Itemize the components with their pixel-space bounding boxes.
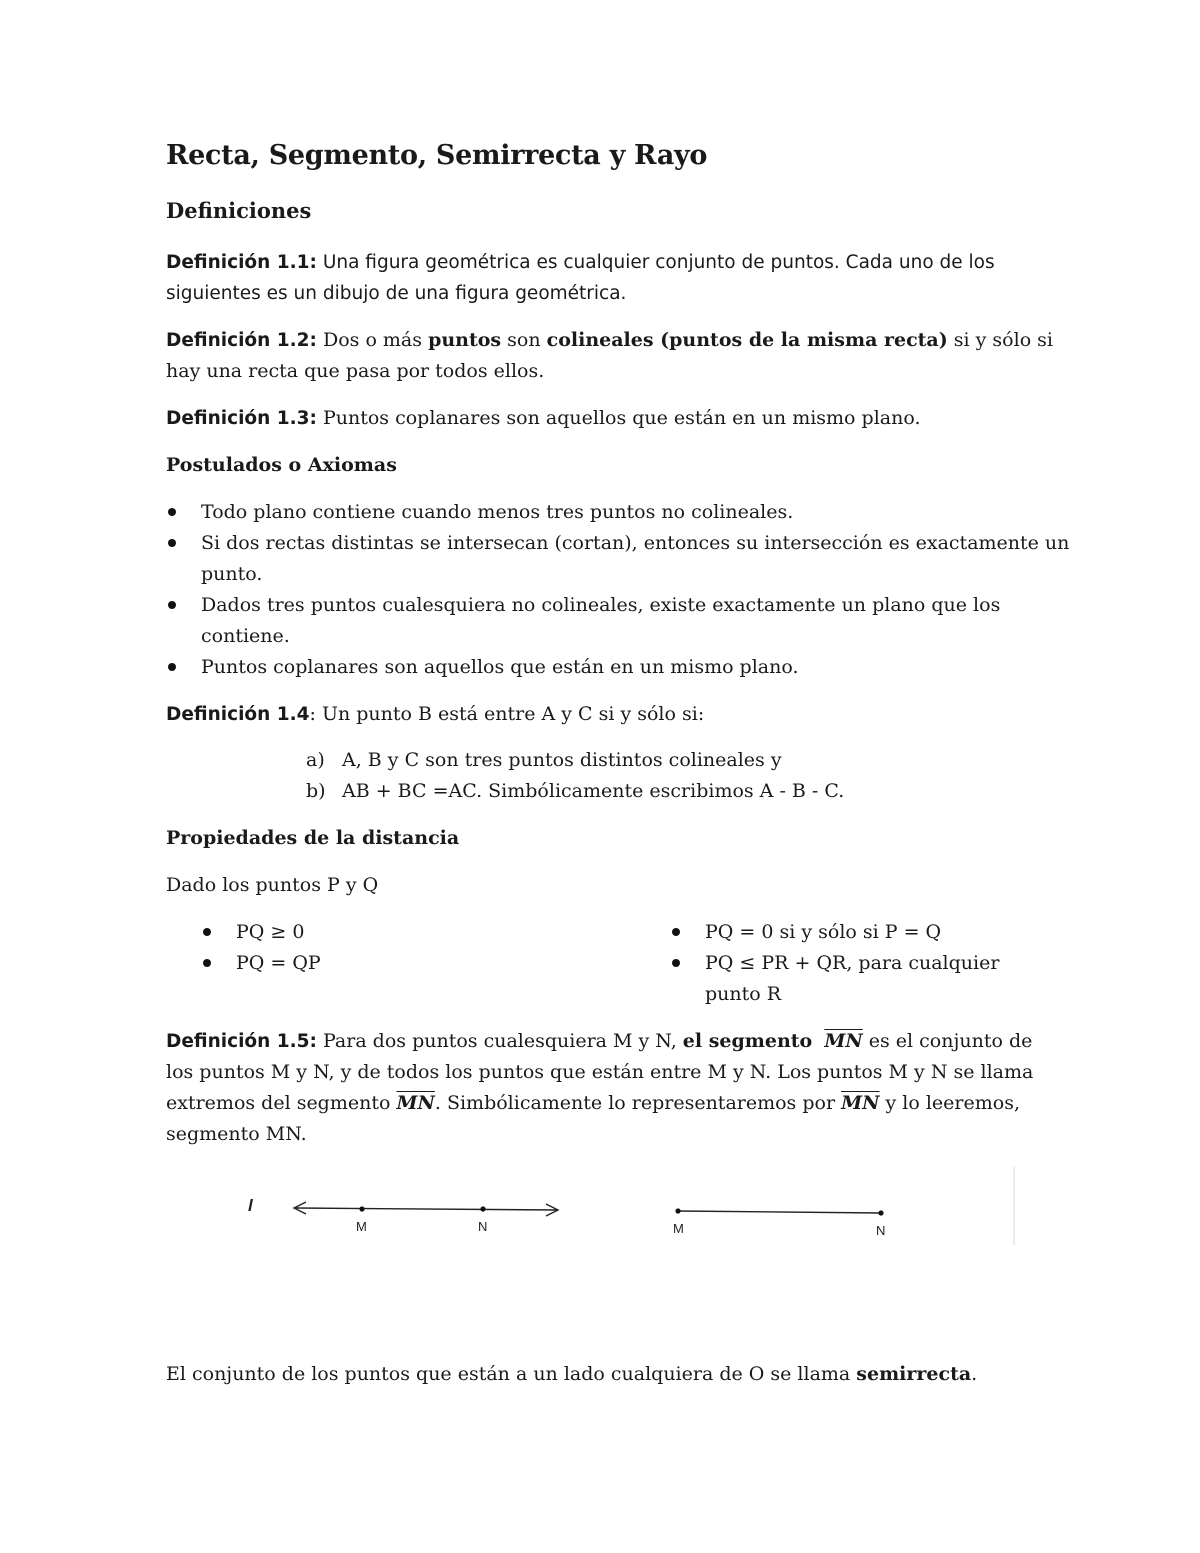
postulado-item-1: Todo plano contiene cuando menos tres puntos no colineales. xyxy=(201,501,794,523)
bullet-dot xyxy=(168,508,176,516)
def14-line xyxy=(166,699,1046,730)
def15-line3 xyxy=(166,1088,1046,1119)
postulado-item-2-cont: punto. xyxy=(201,563,263,585)
def13-label: Definición 1.3: xyxy=(166,408,317,429)
def14-item-b: AB + BC =AC. Simbólicamente escribimos A - B - C. xyxy=(342,780,845,802)
prop-right-2: PQ ≤ PR + QR, para cualquier xyxy=(705,952,1000,974)
def13-text: Puntos coplanares son aquellos que están en un mismo plano. xyxy=(316,407,921,429)
bullet-dot xyxy=(203,928,211,936)
def14-item-a: A, B y C son tres puntos distintos colineales y xyxy=(342,749,782,771)
def14-marker-a: a) xyxy=(306,749,325,771)
def12-line2: hay una recta que pasa por todos ellos. xyxy=(166,360,545,382)
postulados-heading-text: Postulados o Axiomas xyxy=(166,454,397,476)
postulado-item-2: Si dos rectas distintas se intersecan (cortan), entonces su intersección es exactamente un xyxy=(201,532,1070,554)
def14-text: : Un punto B está entre A y C si y sólo si: xyxy=(309,703,705,725)
def15-t2: es el conjunto de xyxy=(862,1030,1033,1052)
line-segment-figure xyxy=(170,1165,1020,1250)
section-heading: Definiciones xyxy=(166,198,312,223)
bullet-dot xyxy=(203,959,211,967)
line-point-n-label: N xyxy=(478,1219,488,1234)
segment-notation: $\overline{MN}$ xyxy=(396,1092,435,1114)
prop-left-1: PQ ≥ 0 xyxy=(236,921,305,943)
segment-point-m xyxy=(675,1208,680,1213)
def15-line2: los puntos M y N, y de todos los puntos que están entre M y N. Los puntos M y N se llama xyxy=(166,1061,1034,1083)
postulados-heading xyxy=(166,450,1046,481)
page-title: Recta, Segmento, Semirrecta y Rayo xyxy=(166,140,708,171)
def12-b2: colineales (puntos de la misma recta) xyxy=(546,329,948,351)
def12-t2: son xyxy=(501,329,547,351)
bullet-dot xyxy=(672,959,680,967)
def15-b1: el segmento xyxy=(682,1030,813,1052)
def12-b1: puntos xyxy=(428,329,502,351)
propiedades-heading xyxy=(166,823,1046,854)
semirrecta-term: semirrecta xyxy=(856,1363,972,1385)
segment-point-n-label: N xyxy=(876,1223,886,1238)
prop-left-2: PQ = QP xyxy=(236,952,321,974)
def15-line1 xyxy=(166,1026,1046,1057)
def13-line xyxy=(166,403,1046,434)
line-label: l xyxy=(248,1196,253,1215)
line-point-m xyxy=(359,1206,364,1211)
def14-label: Definición 1.4 xyxy=(166,704,310,725)
def12-t1: Dos o más xyxy=(316,329,429,351)
def15-line3a: extremos del segmento xyxy=(166,1092,397,1114)
postulado-item-4: Puntos coplanares son aquellos que están en un mismo plano. xyxy=(201,656,799,678)
segment-point-m-label: M xyxy=(673,1221,684,1236)
def15-line4: segmento MN. xyxy=(166,1123,307,1145)
semirrecta-line xyxy=(166,1359,1046,1390)
def14-marker-b: b) xyxy=(306,780,326,802)
def12-t3: si y sólo si xyxy=(947,329,1054,351)
def12-line1 xyxy=(166,325,1054,356)
def11-line2: siguientes es un dibujo de una figura geométrica. xyxy=(166,283,627,304)
prop-right-1: PQ = 0 si y sólo si P = Q xyxy=(705,921,942,943)
propiedades-heading-text: Propiedades de la distancia xyxy=(166,827,460,849)
last-t1: El conjunto de los puntos que están a un lado cualquiera de O se llama xyxy=(166,1363,857,1385)
line-point-m-label: M xyxy=(356,1219,367,1234)
def15-line3c: y lo leeremos, xyxy=(879,1092,1020,1114)
bullet-dot xyxy=(168,663,176,671)
def15-line3b: . Simbólicamente lo representaremos por xyxy=(434,1092,842,1114)
postulado-item-3-cont: contiene. xyxy=(201,625,290,647)
def15-t1: Para dos puntos cualesquiera M y N, xyxy=(316,1030,683,1052)
def15-label: Definición 1.5: xyxy=(166,1031,317,1052)
def11-text: Una figura geométrica es cualquier conjunto de puntos. Cada uno de los xyxy=(316,252,995,273)
bullet-dot xyxy=(168,601,176,609)
propiedades-intro: Dado los puntos P y Q xyxy=(166,874,379,896)
segment-notation: $\overline{MN}$ xyxy=(824,1030,863,1052)
line-point-n xyxy=(480,1206,485,1211)
prop-right-2-cont: punto R xyxy=(705,983,782,1005)
last-t2: . xyxy=(971,1363,978,1385)
postulado-item-3: Dados tres puntos cualesquiera no colineales, existe exactamente un plano que los xyxy=(201,594,1001,616)
bullet-dot xyxy=(168,539,176,547)
bullet-dot xyxy=(672,928,680,936)
def11-line1 xyxy=(166,247,1046,278)
segment-notation: $\overline{MN}$ xyxy=(841,1092,880,1114)
def11-label: Definición 1.1: xyxy=(166,252,317,273)
segment-point-n xyxy=(878,1210,883,1215)
def12-label: Definición 1.2: xyxy=(166,330,317,351)
